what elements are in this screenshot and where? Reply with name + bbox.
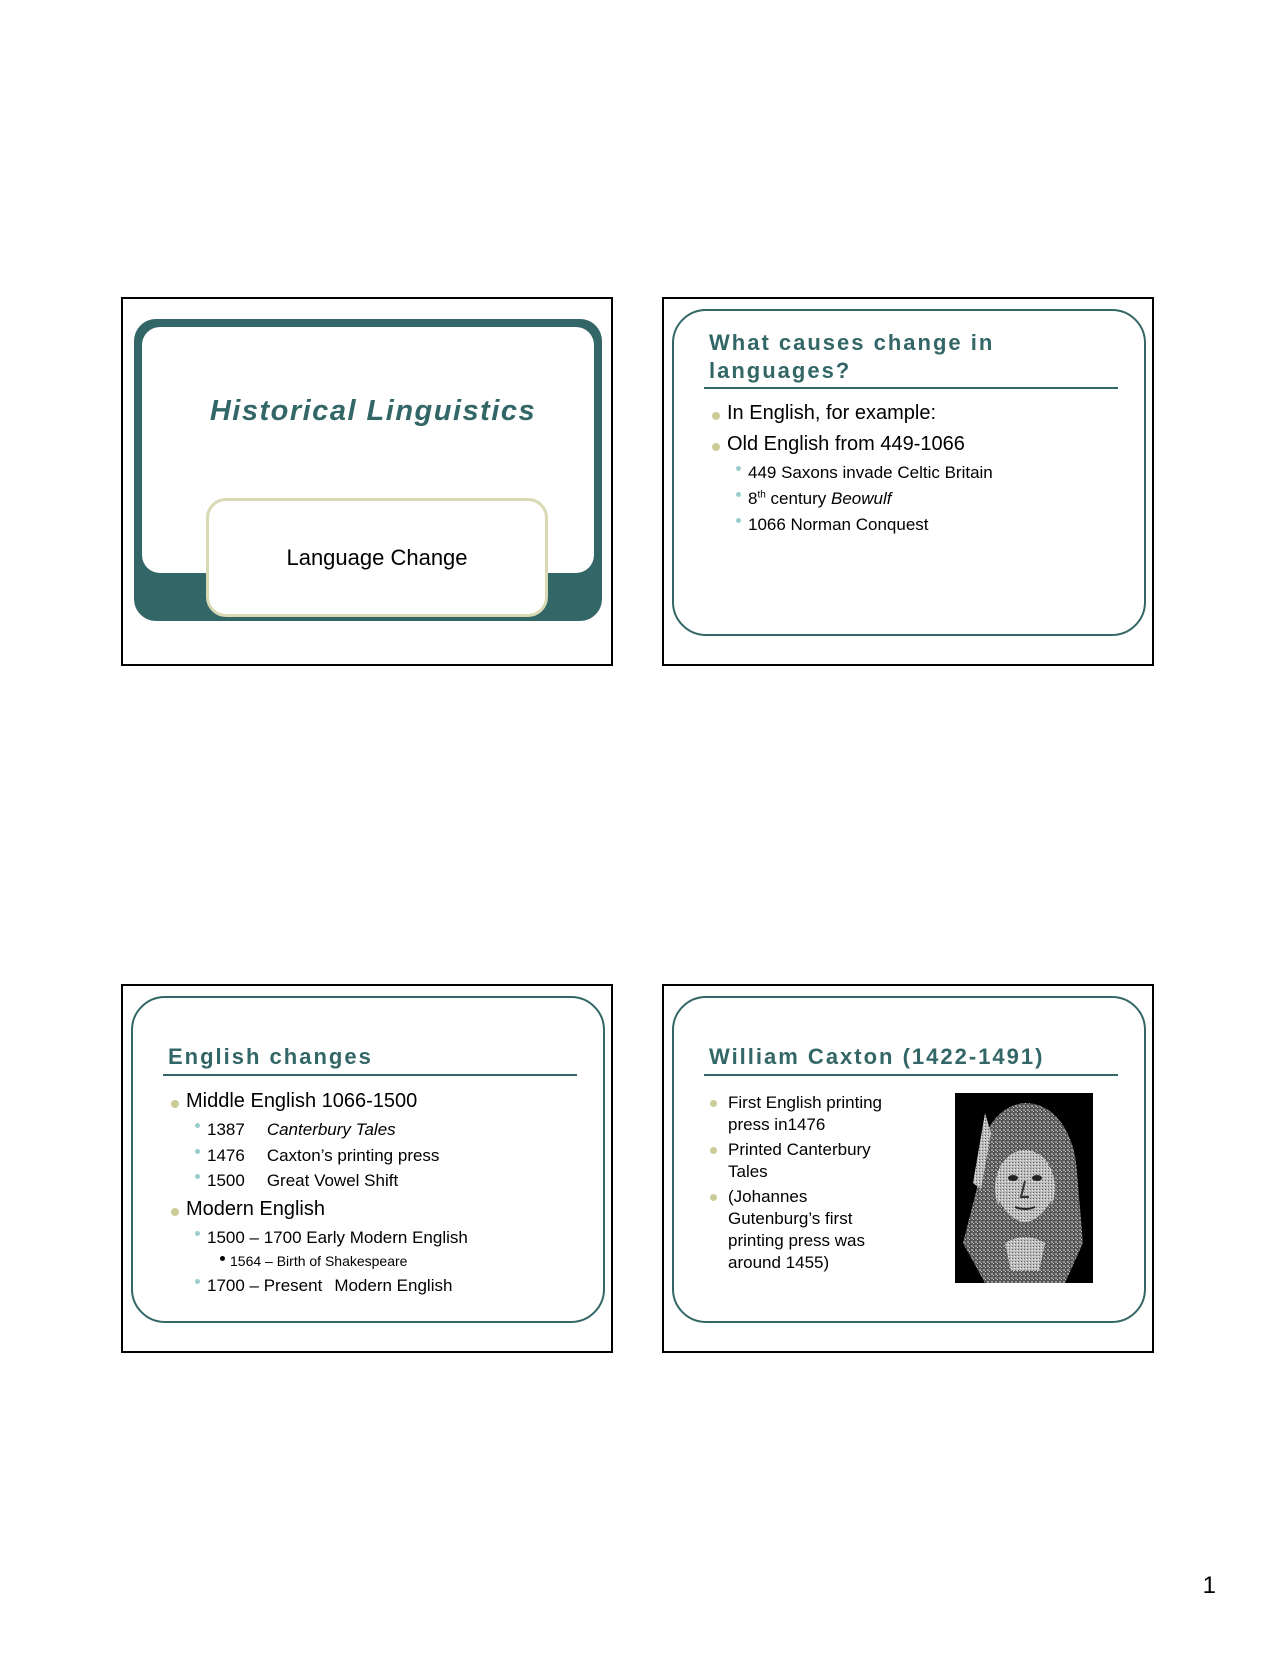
year: 1500 <box>207 1171 245 1190</box>
bullet-icon <box>712 412 720 420</box>
bullet-icon <box>710 1147 717 1154</box>
slide-william-caxton <box>662 984 1154 1353</box>
sub-bullet-item <box>207 1120 396 1140</box>
bullet-item <box>728 1092 918 1136</box>
year: 1387 <box>207 1120 245 1139</box>
bullet-item: Modern English <box>186 1198 325 1220</box>
sub-bullet-icon <box>736 492 741 497</box>
bullet-icon <box>710 1194 717 1201</box>
slide-historical-linguistics <box>121 297 613 666</box>
event-text: Caxton’s printing press <box>266 1146 440 1165</box>
bullet-item <box>728 1186 918 1274</box>
bullet-line: Gutenburg’s first <box>728 1209 853 1228</box>
beowulf-title: Beowulf <box>831 489 892 508</box>
title-line: languages? <box>709 358 852 383</box>
sub-bullet-item: 1066 Norman Conquest <box>748 515 929 534</box>
bullet-item: Middle English 1066-1500 <box>186 1090 418 1112</box>
bullet-line: Tales <box>728 1162 768 1181</box>
year: 1700 – Present <box>207 1276 323 1295</box>
page-number: 1 <box>1202 1572 1216 1599</box>
title-rule <box>163 1074 577 1076</box>
slide-subtitle: Language Change <box>286 544 468 570</box>
sub-bullet-icon <box>195 1149 200 1154</box>
bullet-icon <box>712 443 720 451</box>
bullet-line: printing press was <box>728 1231 866 1250</box>
event-text: Modern English <box>334 1276 453 1295</box>
bullet-line: around 1455) <box>728 1253 830 1272</box>
sub-bullet-icon <box>195 1123 200 1128</box>
sub-sub-bullet-icon <box>220 1256 225 1261</box>
title-rule <box>704 387 1118 389</box>
bullet-line: First English printing <box>728 1093 883 1112</box>
slide-title: Historical Linguistics <box>209 395 537 427</box>
bullet-item: Old English from 449-1066 <box>727 433 965 455</box>
sub-bullet-item <box>207 1276 452 1296</box>
sub-bullet-icon <box>736 466 741 471</box>
century-number: 8 <box>748 489 758 508</box>
sub-bullet-item <box>207 1146 439 1166</box>
slide-title: English changes <box>168 1044 373 1069</box>
portrait-icon <box>955 1093 1093 1283</box>
sub-sub-bullet-item: 1564 – Birth of Shakespeare <box>230 1253 408 1269</box>
bullet-line: (Johannes <box>728 1187 808 1206</box>
slide-what-causes-change <box>662 297 1154 666</box>
subtitle-box <box>206 498 548 617</box>
caxton-bullets <box>728 1092 918 1277</box>
title-line: What causes change in <box>709 330 995 355</box>
slide-english-changes <box>121 984 613 1353</box>
bullet-line: Printed Canterbury <box>728 1140 871 1159</box>
event-text: Great Vowel Shift <box>266 1171 399 1190</box>
bullet-item: In English, for example: <box>727 402 936 424</box>
sub-bullet-item: 449 Saxons invade Celtic Britain <box>748 463 993 482</box>
sub-bullet-item <box>748 489 892 509</box>
sub-bullet-icon <box>736 518 741 523</box>
title-slide-band <box>134 319 602 621</box>
slide-title <box>709 329 1119 385</box>
bullet-icon <box>710 1100 717 1107</box>
bullet-line: press in1476 <box>728 1115 826 1134</box>
year: 1476 <box>207 1146 245 1165</box>
slide-title: William Caxton (1422-1491) <box>709 1044 1045 1069</box>
title-rule <box>704 1074 1118 1076</box>
sub-bullet-icon <box>195 1231 200 1236</box>
event-text: Canterbury Tales <box>266 1120 396 1139</box>
bullet-icon <box>171 1100 179 1108</box>
sub-bullet-icon <box>195 1174 200 1179</box>
caxton-portrait-image <box>955 1093 1093 1283</box>
bullet-icon <box>171 1208 179 1216</box>
century-word: century <box>765 489 832 508</box>
sub-bullet-item: 1500 – 1700 Early Modern English <box>207 1228 468 1247</box>
bullet-item <box>728 1139 918 1183</box>
ordinal-suffix: th <box>757 489 766 501</box>
sub-bullet-icon <box>195 1279 200 1284</box>
sub-bullet-item <box>207 1171 398 1191</box>
